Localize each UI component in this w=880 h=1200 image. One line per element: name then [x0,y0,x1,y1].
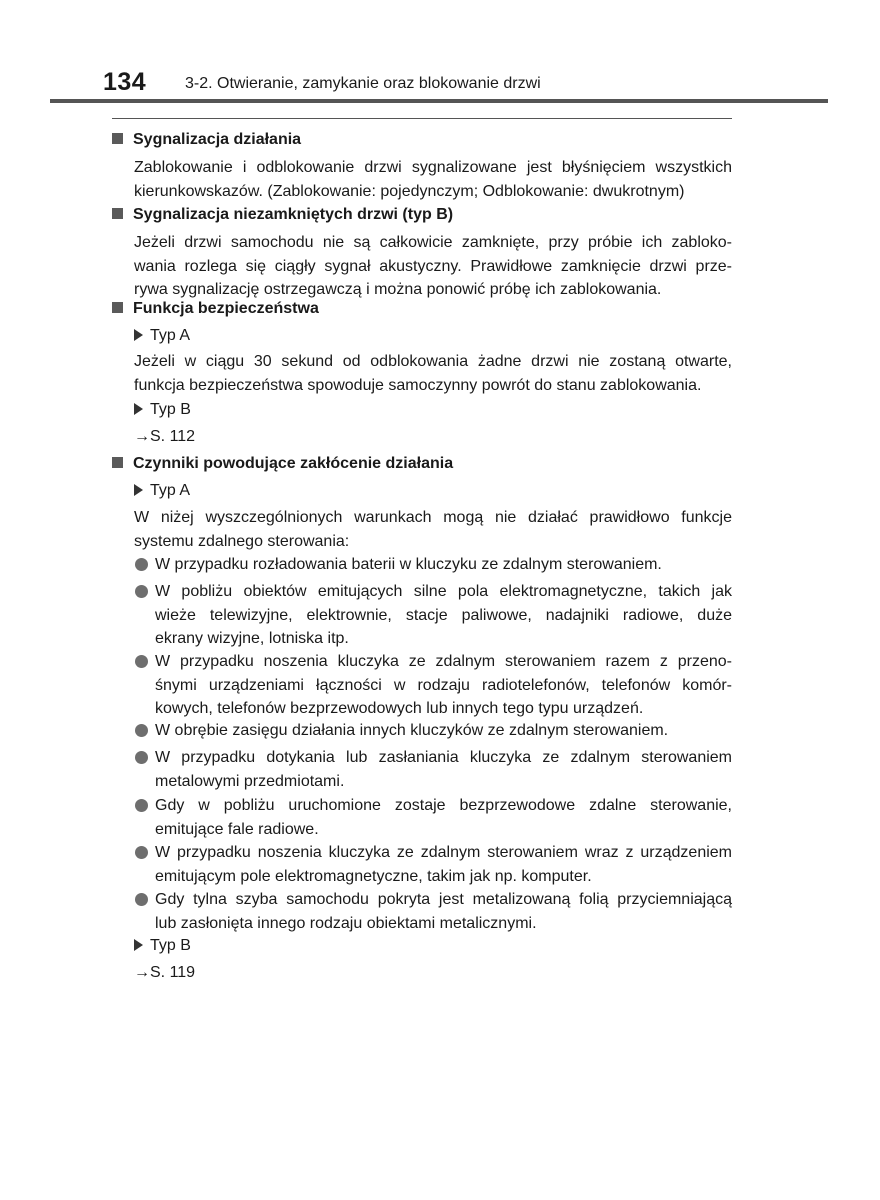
text-line: lub zasłonięta innego rodzaju obiektami metalicznymi. [155,914,537,932]
text-line: W przypadku rozładowania baterii w kluczyku ze zdalnym sterowaniem. [155,556,662,573]
content-rule [112,118,732,119]
square-bullet-icon [112,133,123,144]
header-rule [50,99,828,103]
text-line: kierunkowskazów. (Zablokowanie: pojedynczym; Odblokowanie: dwukrotnym) [134,182,685,200]
circle-bullet-icon [135,655,148,668]
text-line: Jeżeli w ciągu 30 sekund od odblokowania żadne drzwi nie zostaną otwarte, [134,353,732,370]
page-number: 134 [103,68,147,96]
text-line: Gdy w pobliżu uruchomione zostaje bezprzewodowe zdalne sterowanie, [155,797,732,814]
type-a-label [134,482,190,500]
heading-text: Sygnalizacja niezamkniętych drzwi (typ B) [133,206,454,223]
text-line: W przypadku dotykania lub zasłaniania kluczyka ze zdalnym sterowaniem [155,749,732,766]
paragraph [134,350,732,397]
text-line: wania rozlega się ciągły sygnał akustyczny. Prawidłowe zamknięcie drzwi prze- [134,257,732,275]
sub-label-text: Typ B [150,401,191,418]
text-line: Zablokowanie i odblokowanie drzwi sygnalizowane jest błyśnięciem wszystkich [134,159,732,176]
page-reference: →S. 119 [134,964,196,981]
text-line: śnymi urządzeniami łączności w rodzaju radiotelefonów, telefonów komór- [155,676,732,694]
triangle-right-icon [134,329,143,341]
text-line: kowych, telefonów bezprzewodowych lub innych tego typu urządzeń. [155,700,644,718]
heading-text: Funkcja bezpieczeństwa [133,300,319,317]
sub-label-text: Typ A [150,327,191,344]
text-line: W przypadku noszenia kluczyka ze zdalnym sterowaniem wraz z urządzeniem [155,844,732,861]
triangle-right-icon [134,939,143,951]
triangle-right-icon [134,484,143,496]
circle-bullet-icon [135,846,148,859]
text-line: systemu zdalnego sterowania: [134,532,350,550]
heading-interference [112,455,453,473]
square-bullet-icon [112,457,123,468]
square-bullet-icon [112,208,123,219]
sub-label-text: Typ A [150,482,191,499]
circle-bullet-icon [135,558,148,571]
paragraph [134,506,732,553]
paragraph [134,156,732,203]
circle-bullet-icon [135,751,148,764]
page-reference: →S. 112 [134,428,196,445]
page-header [103,68,743,102]
text-line: Jeżeli drzwi samochodu nie są całkowicie zamknięte, przy próbie ich zabloko- [134,234,732,251]
text-line: wieże telewizyjne, elektrownie, stacje paliwowe, nadajniki radiowe, duże [155,606,732,624]
type-b-label [134,937,191,955]
text-line: funkcja bezpieczeństwa spowoduje samoczynny powrót do stanu zablokowania. [134,376,702,394]
text-line: W przypadku noszenia kluczyka ze zdalnym sterowaniem razem z przeno- [155,653,732,670]
square-bullet-icon [112,302,123,313]
heading-safety-function [112,300,319,318]
paragraph [134,231,732,302]
text-line: W niżej wyszczególnionych warunkach mogą nie działać prawidłowo funkcje [134,509,732,526]
heading-text: Czynniki powodujące zakłócenie działania [133,455,454,472]
type-a-label [134,327,190,345]
circle-bullet-icon [135,799,148,812]
heading-signalization [112,131,301,149]
text-line: W pobliżu obiektów emitujących silne pola elektromagnetyczne, takich jak [155,583,732,600]
text-line: Gdy tylna szyba samochodu pokryta jest metalizowaną folią przyciemniającą [155,891,732,908]
heading-unclosed-doors [112,206,453,224]
text-line: rywa sygnalizację ostrzegawczą i można ponowić próbę ich zablokowania. [134,281,662,299]
circle-bullet-icon [135,724,148,737]
type-b-label [134,401,191,419]
text-line: emitującym pole elektromagnetyczne, takim jak np. komputer. [155,867,592,885]
sub-label-text: Typ B [150,937,191,954]
heading-text: Sygnalizacja działania [133,131,302,148]
text-line: ekrany wizyjne, lotniska itp. [155,630,349,648]
text-line: metalowymi przedmiotami. [155,772,345,790]
text-line: emitujące fale radiowe. [155,820,319,838]
triangle-right-icon [134,403,143,415]
circle-bullet-icon [135,893,148,906]
section-title: 3-2. Otwieranie, zamykanie oraz blokowanie drzwi [185,75,541,92]
circle-bullet-icon [135,585,148,598]
text-line: W obrębie zasięgu działania innych kluczyków ze zdalnym sterowaniem. [155,722,669,739]
